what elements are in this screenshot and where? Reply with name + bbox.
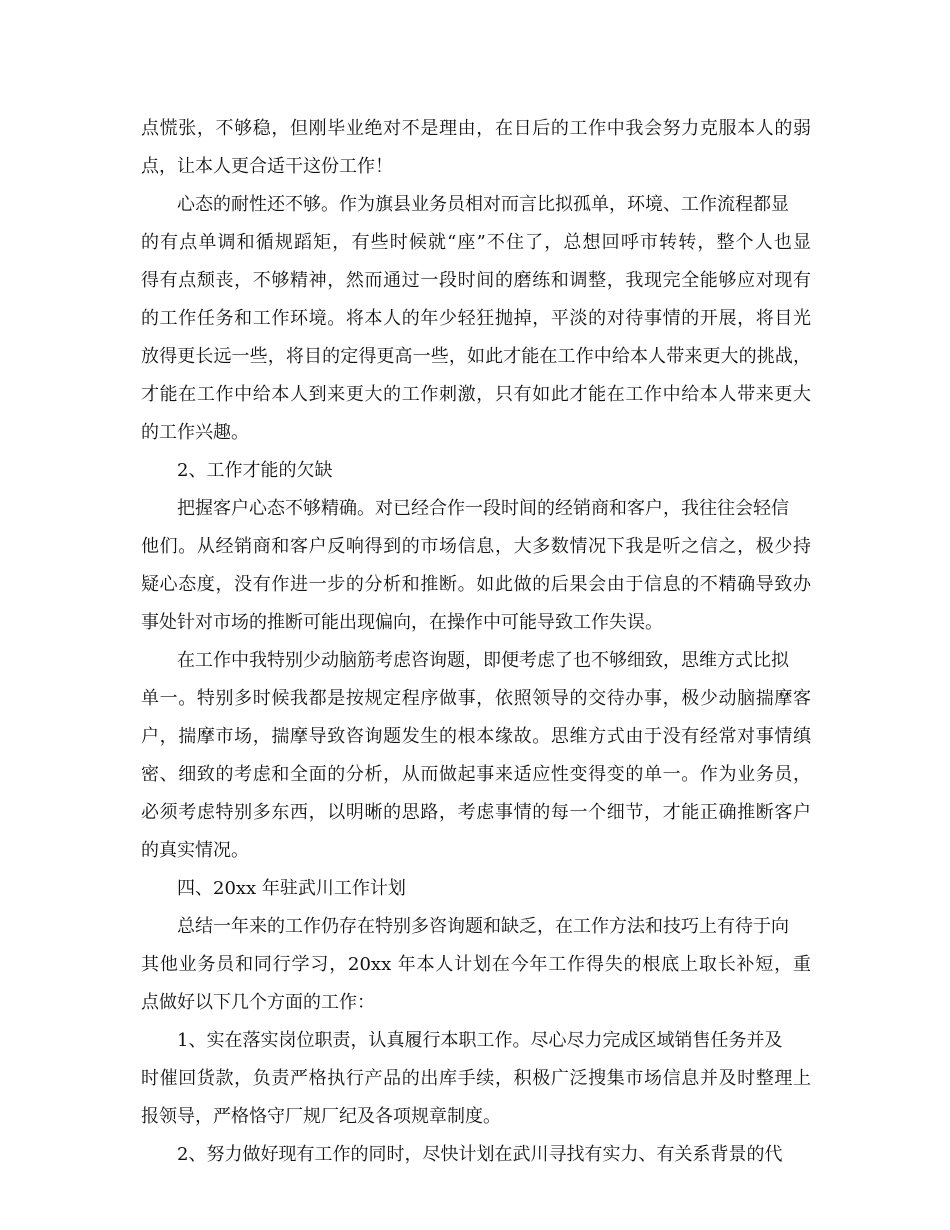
section-heading: 四、20xx 年驻武川工作计划	[177, 878, 406, 899]
text-line: 才能在工作中给本人到来更大的工作刺激，只有如此才能在工作中给本人带来更大	[141, 384, 811, 405]
text-line: 的工作任务和工作环境。将本人的年少轻狂抛掉，平淡的对待事情的开展，将目光	[141, 308, 811, 329]
text-line: 把握客户心态不够精确。对已经合作一段时间的经销商和客户，我往往会轻信	[177, 498, 789, 519]
text-line: 其他业务员和同行学习，20xx 年本人计划在今年工作得失的根底上取长补短，重	[141, 954, 811, 975]
text-line: 点慌张，不够稳，但刚毕业绝对不是理由，在日后的工作中我会努力克服本人的弱	[141, 118, 811, 139]
text-line: 放得更长远一些，将目的定得更高一些，如此才能在工作中给本人带来更大的挑战，	[141, 346, 811, 367]
text-line: 户，揣摩市场，揣摩导致咨询题发生的根本缘故。思维方式由于没有经常对事情缜	[141, 726, 811, 747]
text-line: 疑心态度，没有作进一步的分析和推断。如此做的后果会由于信息的不精确导致办	[141, 574, 811, 595]
text-line: 2、努力做好现有工作的同时，尽快计划在武川寻找有实力、有关系背景的代	[177, 1144, 783, 1165]
text-line: 单一。特别多时候我都是按规定程序做事，依照领导的交待办事，极少动脑揣摩客	[141, 688, 811, 709]
text-line: 在工作中我特别少动脑筋考虑咨询题，即便考虑了也不够细致，思维方式比拟	[177, 650, 789, 671]
text-line: 密、细致的考虑和全面的分析，从而做起事来适应性变得变的单一。作为业务员，	[141, 764, 811, 785]
text-line: 的工作兴趣。	[141, 422, 249, 443]
text-line: 的有点单调和循规蹈矩，有些时候就“座”不住了，总想回呼市转转，整个人也显	[141, 232, 811, 253]
text-line: 报领导，严格恪守厂规厂纪及各项规章制度。	[141, 1106, 501, 1127]
text-line: 点做好以下几个方面的工作：	[141, 992, 375, 1013]
text-line: 的真实情况。	[141, 840, 249, 861]
text-line: 1、实在落实岗位职责，认真履行本职工作。尽心尽力完成区域销售任务并及	[177, 1030, 783, 1051]
text-line: 总结一年来的工作仍存在特别多咨询题和缺乏，在工作方法和技巧上有待于向	[177, 916, 789, 937]
text-line: 时催回货款，负责严格执行产品的出库手续，积极广泛搜集市场信息并及时整理上	[141, 1068, 811, 1089]
text-line: 点，让本人更合适干这份工作！	[141, 156, 393, 177]
text-line: 他们。从经销商和客户反响得到的市场信息，大多数情况下我是听之信之，极少持	[141, 536, 811, 557]
text-line: 得有点颓丧，不够精神，然而通过一段时间的磨练和调整，我现完全能够应对现有	[141, 270, 811, 291]
section-heading: 2、工作才能的欠缺	[177, 460, 333, 481]
text-line: 必须考虑特别多东西，以明晰的思路，考虑事情的每一个细节，才能正确推断客户	[141, 802, 811, 823]
text-line: 心态的耐性还不够。作为旗县业务员相对而言比拟孤单，环境、工作流程都显	[177, 194, 789, 215]
text-line: 事处针对市场的推断可能出现偏向，在操作中可能导致工作失误。	[141, 612, 663, 633]
